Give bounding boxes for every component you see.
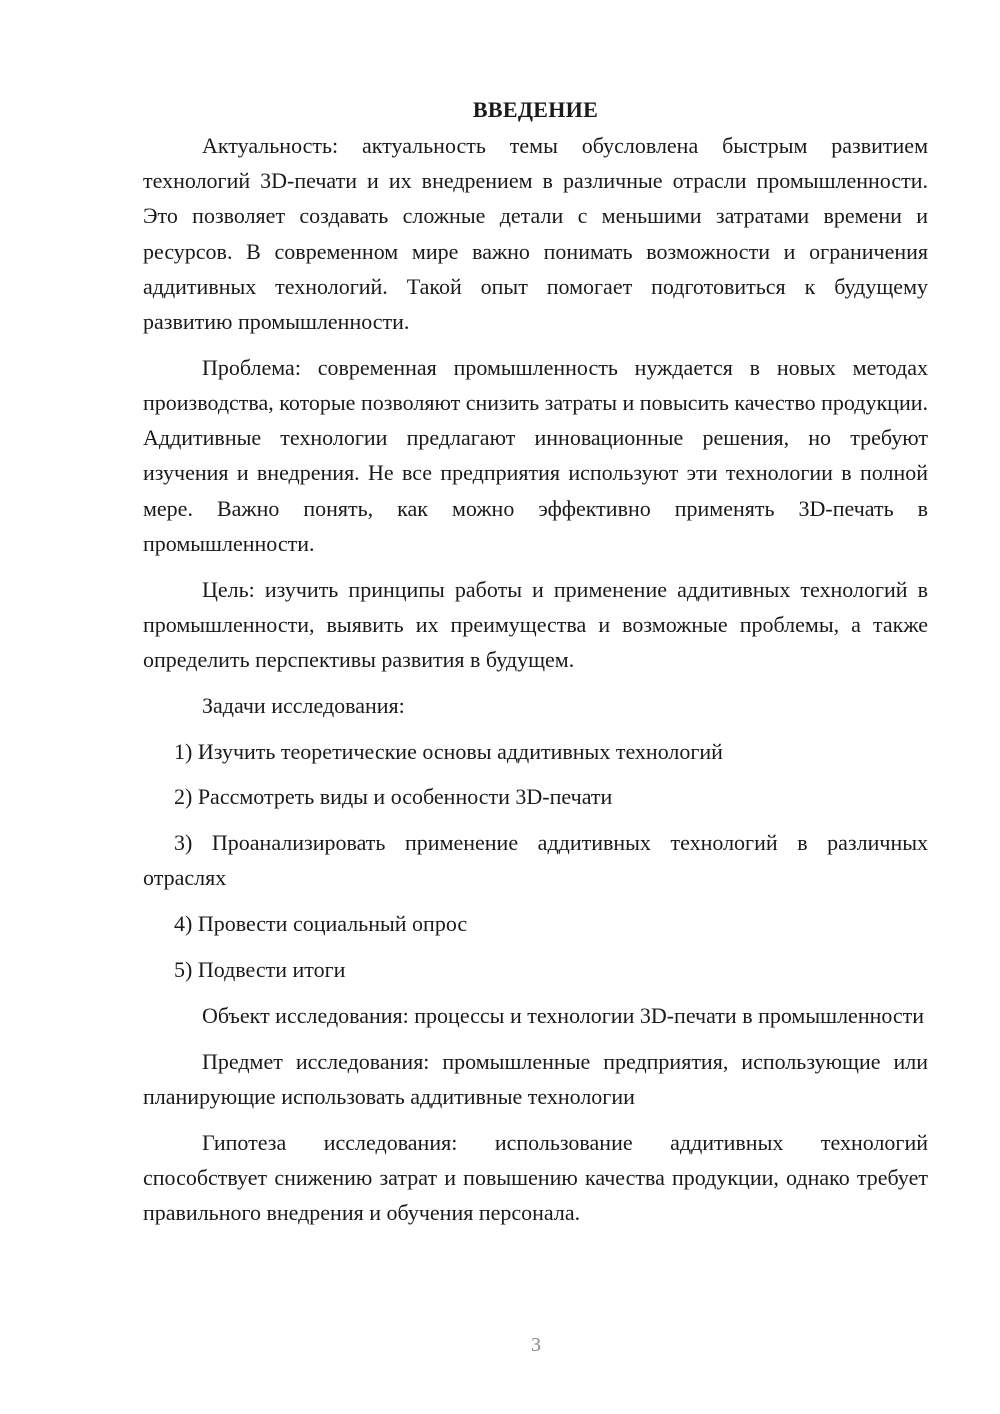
hypothesis-paragraph: Гипотеза исследования: использование аддитивных технологий способствует снижению затрат и повышению качества продукции, однако требует правильного внедрения и обучения персонала. (143, 1129, 928, 1226)
page-number: 3 (531, 1334, 541, 1356)
document-page (143, 92, 928, 1230)
object-paragraph: Объект исследования: процессы и технологии 3D-печати в промышленности (202, 1002, 925, 1028)
task-item-5: 5) Подвести итоги (174, 957, 346, 983)
subject-paragraph: Предмет исследования: промышленные предприятия, использующие или планирующие использовать аддитивные технологии (143, 1048, 928, 1109)
goal-paragraph: Цель: изучить принципы работы и применение аддитивных технологий в промышленности, выявить их преимущества и возможные проблемы, а также определить перспективы развития в будущем. (143, 576, 928, 673)
task-item-2: 2) Рассмотреть виды и особенности 3D-печати (174, 784, 613, 810)
tasks-list (143, 734, 928, 988)
section-heading: ВВЕДЕНИЕ (472, 97, 599, 122)
task-item-3: 3) Проанализировать применение аддитивных технологий в различных отраслях (143, 830, 928, 891)
relevance-paragraph: Актуальность: актуальность темы обусловлена быстрым развитием технологий 3D-печати и их внедрением в различные отрасли промышленности. Это позволяет создавать сложные детали с меньшими затратами времени и ресурсов. В современном мире важно понимать возможности и ограничения аддитивных технологий. Такой опыт помогает подготовиться к будущему развитию промышленности. (143, 133, 928, 335)
problem-paragraph: Проблема: современная промышленность нуждается в новых методах производства, которые позволяют снизить затраты и повысить качество продукции. Аддитивные технологии предлагают инновационные решения, но требуют изучения и внедрения. Не все предприятия используют эти технологии в полной мере. Важно понять, как можно эффективно применять 3D-печать в промышленности. (143, 354, 928, 556)
task-item-4: 4) Провести социальный опрос (174, 911, 468, 937)
task-item-1: 1) Изучить теоретические основы аддитивных технологий (174, 738, 723, 764)
tasks-intro: Задачи исследования: (202, 692, 405, 718)
